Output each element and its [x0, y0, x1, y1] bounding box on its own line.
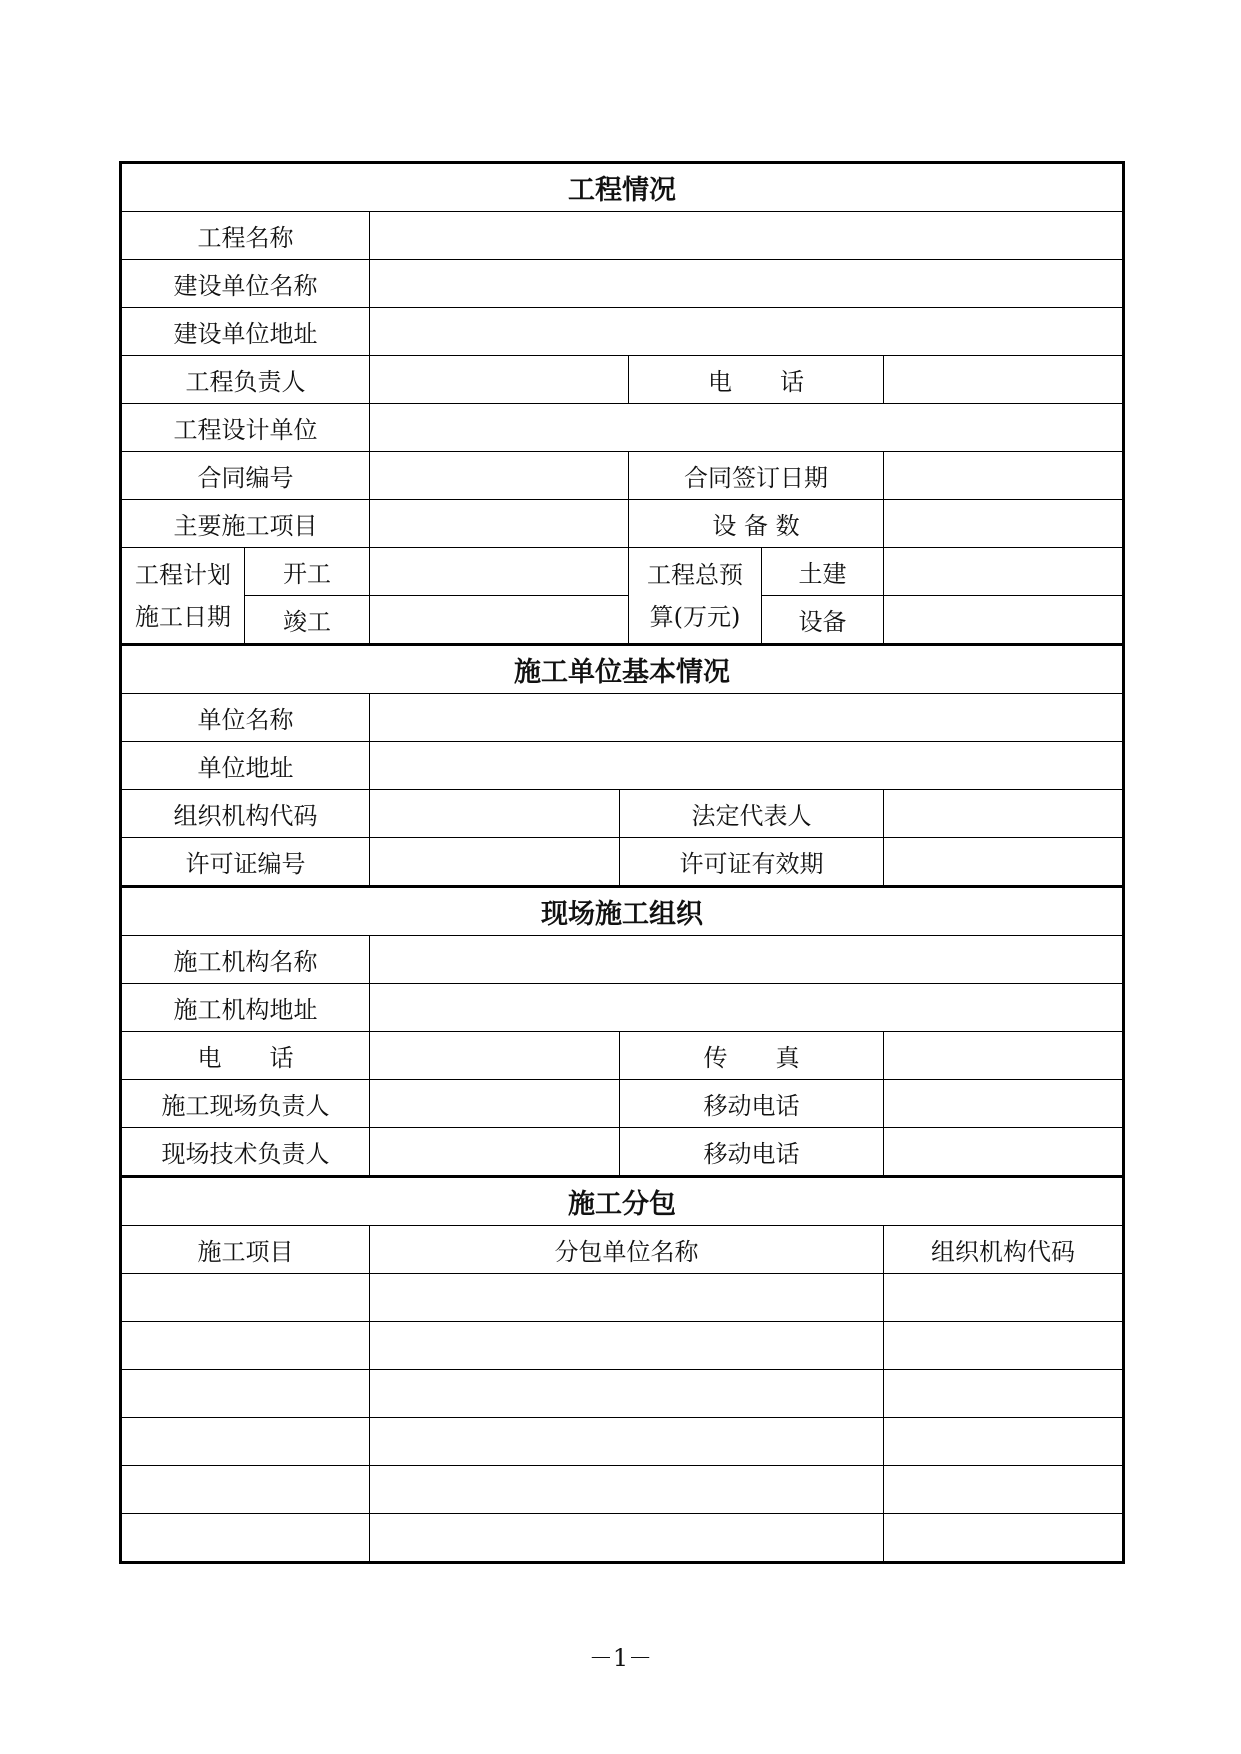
field-main-items[interactable]: [370, 500, 629, 548]
field-subcontract-code[interactable]: [884, 1370, 1124, 1418]
field-unit-address[interactable]: [370, 742, 1124, 790]
field-site-fax[interactable]: [884, 1032, 1124, 1080]
field-site-mobile-1[interactable]: [884, 1080, 1124, 1128]
field-subcontract-unit[interactable]: [370, 1466, 884, 1514]
field-civil-budget[interactable]: [884, 548, 1124, 596]
field-builder-address[interactable]: [370, 308, 1124, 356]
field-design-unit[interactable]: [370, 404, 1124, 452]
section-title-project: 工程情况: [121, 163, 1124, 212]
table-row: [121, 1514, 1124, 1563]
label-budget-line1: 工程总预: [647, 560, 743, 589]
field-site-phone[interactable]: [370, 1032, 620, 1080]
label-budget: [629, 548, 762, 645]
header-subcontract-item: 施工项目: [121, 1226, 370, 1274]
field-license-validity[interactable]: [884, 838, 1124, 887]
field-subcontract-code[interactable]: [884, 1274, 1124, 1322]
label-finish: 竣工: [245, 596, 370, 645]
field-project-phone[interactable]: [884, 356, 1124, 404]
label-site-org-address: 施工机构地址: [121, 984, 370, 1032]
label-tech-manager: 现场技术负责人: [121, 1128, 370, 1177]
section-title-subcontract: 施工分包: [121, 1177, 1124, 1226]
label-builder-address: 建设单位地址: [121, 308, 370, 356]
label-license-no: 许可证编号: [121, 838, 370, 887]
field-finish-date[interactable]: [370, 596, 629, 645]
table-row: [121, 1322, 1124, 1370]
field-equipment-budget[interactable]: [884, 596, 1124, 645]
table-row: [121, 1466, 1124, 1514]
field-subcontract-unit[interactable]: [370, 1418, 884, 1466]
field-subcontract-code[interactable]: [884, 1466, 1124, 1514]
label-start: 开工: [245, 548, 370, 596]
label-legal-rep: 法定代表人: [620, 790, 884, 838]
label-project-name: 工程名称: [121, 212, 370, 260]
label-license-validity: 许可证有效期: [620, 838, 884, 887]
field-site-manager[interactable]: [370, 1080, 620, 1128]
label-site-fax: 传 真: [620, 1032, 884, 1080]
label-design-unit: 工程设计单位: [121, 404, 370, 452]
table-row: [121, 1418, 1124, 1466]
field-subcontract-unit[interactable]: [370, 1514, 884, 1563]
label-unit-name: 单位名称: [121, 694, 370, 742]
field-project-name[interactable]: [370, 212, 1124, 260]
label-project-manager: 工程负责人: [121, 356, 370, 404]
label-equipment-count: 设 备 数: [629, 500, 884, 548]
field-subcontract-unit[interactable]: [370, 1370, 884, 1418]
header-subcontract-code: 组织机构代码: [884, 1226, 1124, 1274]
field-contract-no[interactable]: [370, 452, 629, 500]
field-site-org-address[interactable]: [370, 984, 1124, 1032]
field-legal-rep[interactable]: [884, 790, 1124, 838]
project-registration-table: [119, 161, 1125, 1564]
field-unit-name[interactable]: [370, 694, 1124, 742]
label-site-mobile-2: 移动电话: [620, 1128, 884, 1177]
label-site-phone: 电 话: [121, 1032, 370, 1080]
field-subcontract-unit[interactable]: [370, 1322, 884, 1370]
field-subcontract-unit[interactable]: [370, 1274, 884, 1322]
field-start-date[interactable]: [370, 548, 629, 596]
label-plan-date: [121, 548, 245, 645]
form-sheet: [119, 161, 1122, 1564]
label-site-mobile-1: 移动电话: [620, 1080, 884, 1128]
field-tech-manager[interactable]: [370, 1128, 620, 1177]
field-license-no[interactable]: [370, 838, 620, 887]
section-title-contractor: 施工单位基本情况: [121, 645, 1124, 694]
field-subcontract-item[interactable]: [121, 1466, 370, 1514]
field-equipment-count[interactable]: [884, 500, 1124, 548]
field-subcontract-item[interactable]: [121, 1322, 370, 1370]
field-subcontract-item[interactable]: [121, 1514, 370, 1563]
label-contract-no: 合同编号: [121, 452, 370, 500]
field-builder-name[interactable]: [370, 260, 1124, 308]
field-contract-date[interactable]: [884, 452, 1124, 500]
label-contract-date: 合同签订日期: [629, 452, 884, 500]
label-builder-name: 建设单位名称: [121, 260, 370, 308]
label-civil: 土建: [762, 548, 884, 596]
field-site-org-name[interactable]: [370, 936, 1124, 984]
field-project-manager[interactable]: [370, 356, 629, 404]
field-site-mobile-2[interactable]: [884, 1128, 1124, 1177]
field-subcontract-code[interactable]: [884, 1418, 1124, 1466]
label-main-items: 主要施工项目: [121, 500, 370, 548]
table-row: [121, 1370, 1124, 1418]
header-subcontract-unit: 分包单位名称: [370, 1226, 884, 1274]
label-equipment: 设备: [762, 596, 884, 645]
label-project-phone: 电 话: [629, 356, 884, 404]
field-subcontract-item[interactable]: [121, 1274, 370, 1322]
field-org-code[interactable]: [370, 790, 620, 838]
label-org-code: 组织机构代码: [121, 790, 370, 838]
label-plan-date-line1: 工程计划: [135, 560, 231, 589]
field-subcontract-item[interactable]: [121, 1418, 370, 1466]
label-site-manager: 施工现场负责人: [121, 1080, 370, 1128]
field-subcontract-item[interactable]: [121, 1370, 370, 1418]
section-title-site: 现场施工组织: [121, 887, 1124, 936]
field-subcontract-code[interactable]: [884, 1514, 1124, 1563]
page-number: －1－: [588, 1644, 653, 1672]
label-budget-line2: 算(万元): [649, 602, 741, 631]
label-site-org-name: 施工机构名称: [121, 936, 370, 984]
field-subcontract-code[interactable]: [884, 1322, 1124, 1370]
label-unit-address: 单位地址: [121, 742, 370, 790]
table-row: [121, 1274, 1124, 1322]
label-plan-date-line2: 施工日期: [135, 602, 231, 631]
